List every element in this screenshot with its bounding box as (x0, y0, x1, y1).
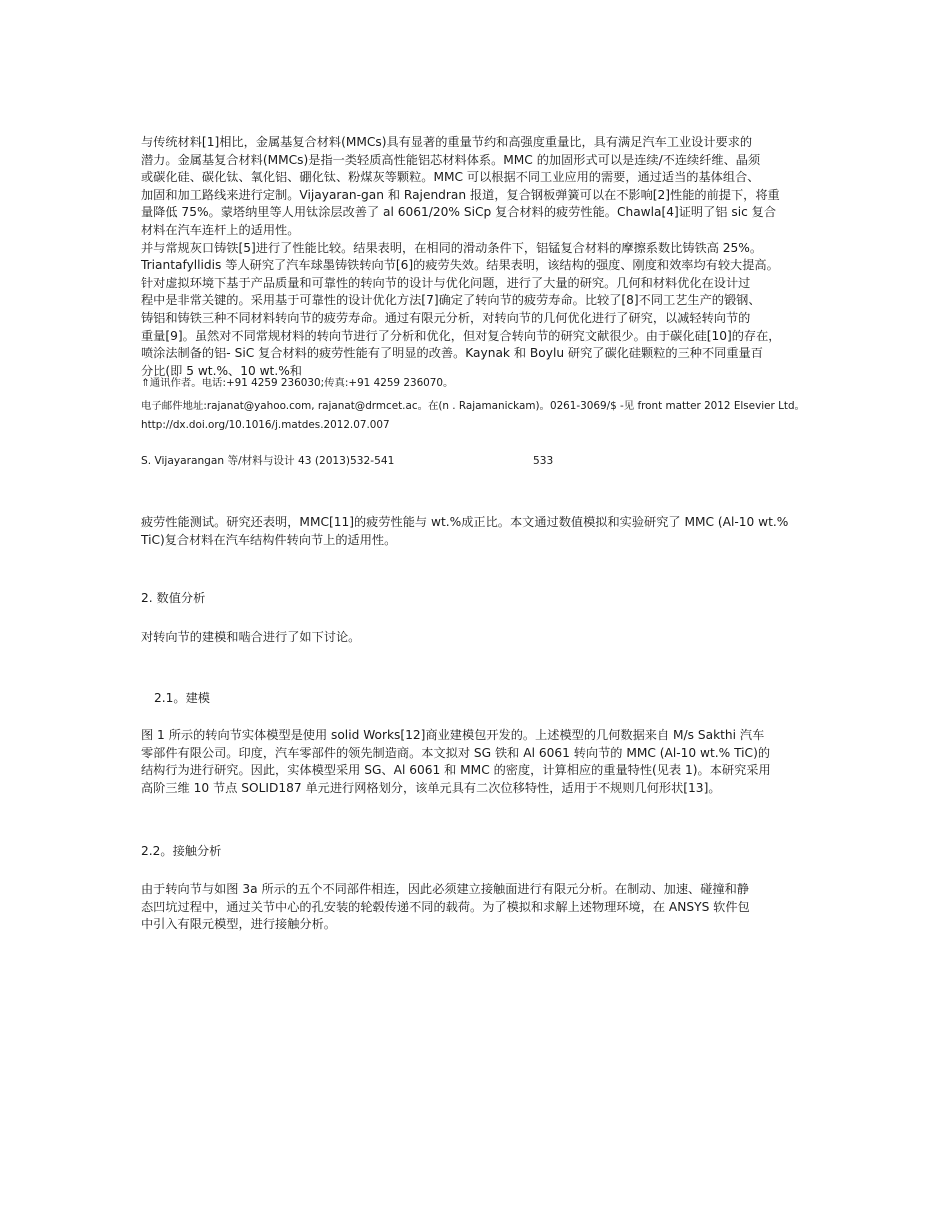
intro-line: 程中是非常关键的。采用基于可靠性的设计优化方法[7]确定了转向节的疲劳寿命。比较了[8]不同工艺生产的锻钢、 (141, 293, 761, 308)
contact-line: 态凹坑过程中，通过关节中心的孔安装的轮毂传递不同的载荷。为了模拟和求解上述物理环境，在 ANSYS 软件包 (141, 899, 750, 914)
section2-intro-line: 对转向节的建模和啮合进行了如下讨论。 (141, 630, 361, 644)
continuation-paragraph (141, 514, 831, 549)
intro-line: 加固和加工路线来进行定制。Vijayaran-gan 和 Rajendran 报道，复合钢板弹簧可以在不影响[2]性能的前提下，将重 (141, 187, 780, 202)
intro-paragraph (141, 134, 831, 380)
intro-line: 材料在汽车连杆上的适用性。 (141, 222, 300, 237)
intro-line: 并与常规灰口铸铁[5]进行了性能比较。结果表明，在相同的滑动条件下，铝锰复合材料的摩擦系数比铸铁高 25%。 (141, 240, 763, 255)
modeling-line: 图 1 所示的转向节实体模型是使用 solid Works[12]商业建模包开发的。上述模型的几何数据来自 M/s Sakthi 汽车 (141, 728, 765, 742)
intro-line: 重量[9]。虽然对不同常规材料的转向节进行了分析和优化，但对复合转向节的研究文献很少。由于碳化硅[10]的存在， (141, 328, 781, 343)
modeling-line: 高阶三维 10 节点 SOLID187 单元进行网格划分，该单元具有二次位移特性，适用于不规则几何形状[13]。 (141, 780, 721, 795)
contact-line: 由于转向节与如图 3a 所示的五个不同部件相连，因此必须建立接触面进行有限元分析。在制动、加速、碰撞和静 (141, 882, 749, 896)
modeling-line: 零部件有限公司。印度，汽车零部件的领先制造商。本文拟对 SG 铁和 Al 6061 转向节的 MMC (Al-10 wt.% TiC)的 (141, 745, 771, 760)
footnote-block (141, 376, 831, 391)
intro-line: 与传统材料[1]相比，金属基复合材料(MMCs)具有显著的重量节约和高强度重量比，具有满足汽车工业设计要求的 (141, 135, 753, 149)
subsection-heading-contact-analysis: 2.2。接触分析 (141, 844, 222, 858)
doi-link[interactable]: http://dx.doi.org/10.1016/j.matdes.2012.07.007 (141, 419, 390, 431)
intro-line: 铸铝和铸铁三种不同材料转向节的疲劳寿命。通过有限元分析，对转向节的几何优化进行了研究，以减轻转向节的 (141, 310, 751, 325)
doi-footnote (141, 418, 831, 433)
section-heading-numerical-analysis: 2. 数值分析 (141, 591, 206, 605)
intro-line: 分比(即 5 wt.%、10 wt.%和 (141, 363, 302, 378)
running-header-citation: S. Vijayarangan 等/材料与设计 43 (2013)532-541 (141, 455, 395, 467)
contact-analysis-paragraph (141, 881, 831, 934)
intro-line: 针对虚拟环境下基于产品质量和可靠性的转向节的设计与优化问题，进行了大量的研究。几何和材料优化在设计过 (141, 275, 751, 290)
continuation-line: TiC)复合材料在汽车结构件转向节上的适用性。 (141, 532, 397, 547)
email-line: 电子邮件地址:rajanat@yahoo.com, rajanat@drmcet.ac。在(n . Rajamanickam)。0261-3069/$ -见 front matter 2012 Elsevier Ltd。 (141, 400, 805, 412)
email-footnote (141, 399, 831, 414)
intro-line: 量降低 75%。蒙塔纳里等人用钛涂层改善了 al 6061/20% SiCp 复合材料的疲劳性能。Chawla[4]证明了铝 sic 复合 (141, 205, 777, 220)
subsection-heading-modeling: 2.1。建模 (154, 691, 210, 705)
contact-line: 中引入有限元模型，进行接触分析。 (141, 917, 336, 932)
corresponding-author-note: ⇑通讯作者。电话:+91 4259 236030;传真:+91 4259 236070。 (141, 377, 454, 389)
intro-line: 或碳化硅、碳化钛、氧化铝、硼化钛、粉煤灰等颗粒。MMC 可以根据不同工业应用的需要，通过适当的基体组合、 (141, 170, 760, 185)
modeling-paragraph (141, 727, 831, 797)
intro-line: 喷涂法制备的铝- SiC 复合材料的疲劳性能有了明显的改善。Kaynak 和 Boylu 研究了碳化硅颗粒的三种不同重量百 (141, 346, 763, 361)
continuation-line: 疲劳性能测试。研究还表明，MMC[11]的疲劳性能与 wt.%成正比。本文通过数值模拟和实验研究了 MMC (Al-10 wt.% (141, 515, 789, 529)
page-number: 533 (533, 455, 554, 467)
intro-line: Triantafyllidis 等人研究了汽车球墨铸铁转向节[6]的疲劳失效。结果表明，该结构的强度、刚度和效率均有较大提高。 (141, 258, 779, 273)
intro-line: 潜力。金属基复合材料(MMCs)是指一类轻质高性能铝芯材料体系。MMC 的加固形式可以是连续/不连续纤维、晶须 (141, 152, 761, 167)
section2-intro (141, 629, 831, 647)
modeling-line: 结构行为进行研究。因此，实体模型采用 SG、Al 6061 和 MMC 的密度，计算相应的重量特性(见表 1)。本研究采用 (141, 763, 771, 778)
